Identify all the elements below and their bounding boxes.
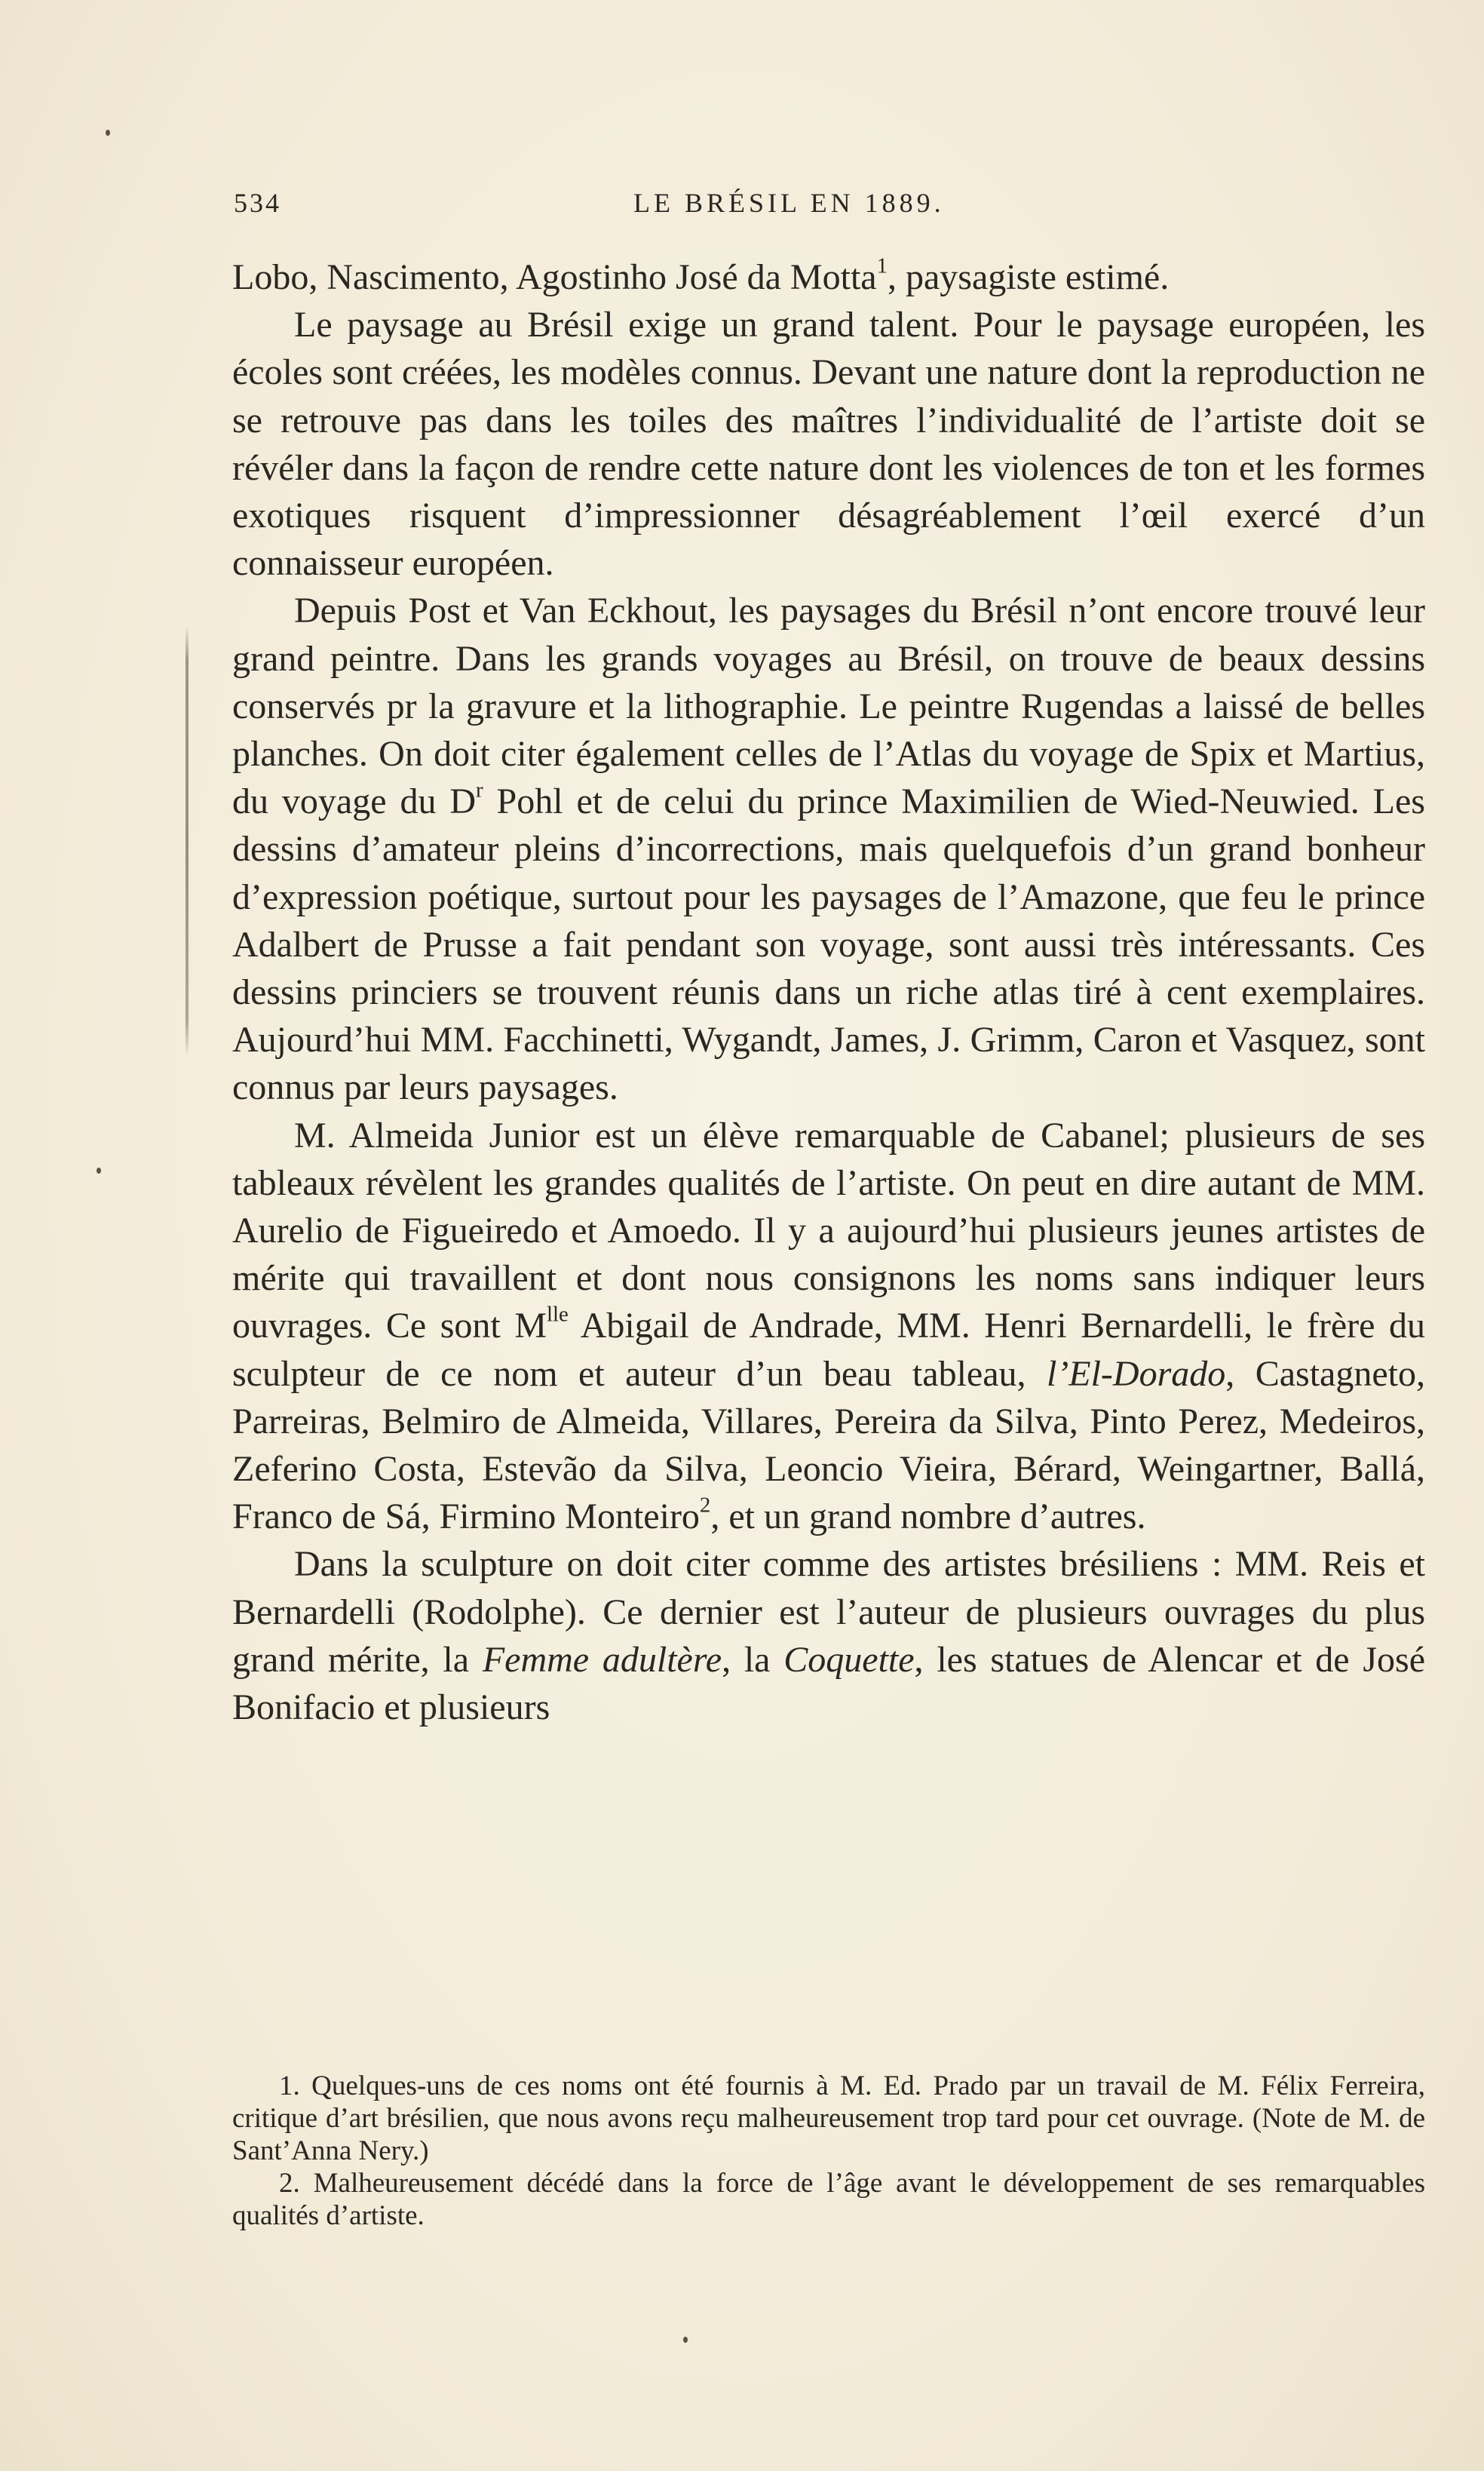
paragraph-4-text-a: M. Almeida Junior est un élève remarquable de Cabanel; plusieurs de ses tableaux révèlent les grandes qualités de l’artiste. On peut en dire autant de MM. Aurelio de Figueiredo et Amoedo. Il y a aujourd’hui plusieurs jeunes artistes de mérite qui travaillent et dont nous consignons les noms sans indiquer leurs ouvrages. Ce sont M [232,1115,1425,1346]
artwork-title-coquette: Coquette [783,1639,915,1680]
paper-speck [106,130,110,136]
paragraph-3-text-c: Pohl et de celui du prince Maximilien de Wied-Neuwied. Les dessins d’amateur pleins d’incorrections, mais quelquefois d’un grand bonheur d’expression poétique, surtout pour les paysages de l’Amazone, que feu le prince Adalbert de Prusse a fait pendant son voyage, sont aussi très intéressants. Ces dessins princiers se trouvent réunis dans un riche atlas tiré à cent exemplaires. Aujourd’hui MM. Facchinetti, Wygandt, James, J. Grimm, Caron et Vasquez, sont connus par leurs paysages. [232,781,1425,1108]
doctor-abbrev-sup: r [476,778,483,803]
paragraph-5-text-e: , les statues de Alencar et de José Bonifacio et plusieurs [232,1639,1426,1728]
mademoiselle-abbrev-sup: lle [547,1302,569,1327]
paragraph-1-tail: , paysagiste estimé. [887,257,1170,297]
paragraph-2: Le paysage au Brésil exige un grand talent. Pour le paysage européen, les écoles sont créées, les modèles connus. Devant une nature dont la reproduction ne se retrouve pas dans les toiles des maîtres l’individualité de l’artiste doit se révéler dans la façon de rendre cette nature dont les violences de ton et les formes exotiques risquent d’impressionner désagréablement l’œil exercé d’un connaisseur européen. [232,305,1425,584]
paragraph-5-text-a: Dans la sculpture on doit citer comme des artistes brésiliens : MM. Reis et Bernardelli (Rodolphe). Ce dernier est l’auteur de plusieurs ouvrages du plus grand mérite, la [232,1544,1425,1680]
paragraph-1-text: Lobo, Nascimento, Agostinho José da Motta [232,257,877,297]
paragraph-5-text-c: , la [722,1639,784,1680]
footnote-2: 2. Malheureusement décédé dans la force de l’âge avant le développement de ses remarquables qualités d’artiste. [232,2168,1425,2231]
paragraph-5 [232,1540,1425,1731]
paragraph-3-text-a: Depuis Post et Van Eckhout, les paysages du Brésil n’ont encore trouvé leur grand peintre. Dans les grands voyages au Brésil, on trouve de beaux dessins conservés p [232,591,1425,726]
running-title: LE BRÉSIL EN 1889. [633,188,945,218]
paragraph-4-text-e: , et un grand nombre d’autres. [710,1496,1146,1537]
paper-speck [97,1168,101,1174]
body-text [232,253,1425,1731]
paragraph-4-text-b: Abigail de Andrade, MM. Henri Bernardelli, le frère du sculpteur de ce nom et auteur d’un beau tableau, [232,1306,1425,1394]
paper-speck [683,2337,688,2343]
paragraph-4-text-d: , Castagneto, Parreiras, Belmiro de Almeida, Villares, Pereira da Silva, Pinto Perez, Medeiros, Zeferino Costa, Estevão da Silva, Leoncio Vieira, Bérard, Weingartner, Ballá, Franco de Sá, Firmino Monteiro [232,1353,1425,1537]
paragraph-3-text-b: r la gravure et la lithographie. Le peintre Rugendas a laissé de belles planches. On doit citer également celles de l’Atlas du voyage de Spix et Martius, du voyage du D [232,686,1425,822]
page-header [234,187,1395,217]
paragraph-4 [232,1112,1425,1541]
paragraph-1 [232,253,1425,301]
page-number: 534 [234,188,281,218]
footnote-1: 1. Quelques-uns de ces noms ont été fournis à M. Ed. Prado par un travail de M. Félix Ferreira, critique d’art brésilien, que nous avons reçu malheureusement trop tard pour cet ouvrage. (Note de M. de Sant’Anna Nery.) [232,2070,1425,2166]
artwork-title-femme-adultere: Femme adultère [482,1639,722,1680]
paragraph-3 [232,587,1425,1111]
footnotes [232,2070,1425,2232]
footnote-ref-1: 1 [876,253,888,278]
margin-pencil-mark [186,626,189,1056]
footnote-ref-2: 2 [699,1493,711,1518]
artwork-title-el-dorado: l’El-Dorado [1046,1353,1226,1394]
